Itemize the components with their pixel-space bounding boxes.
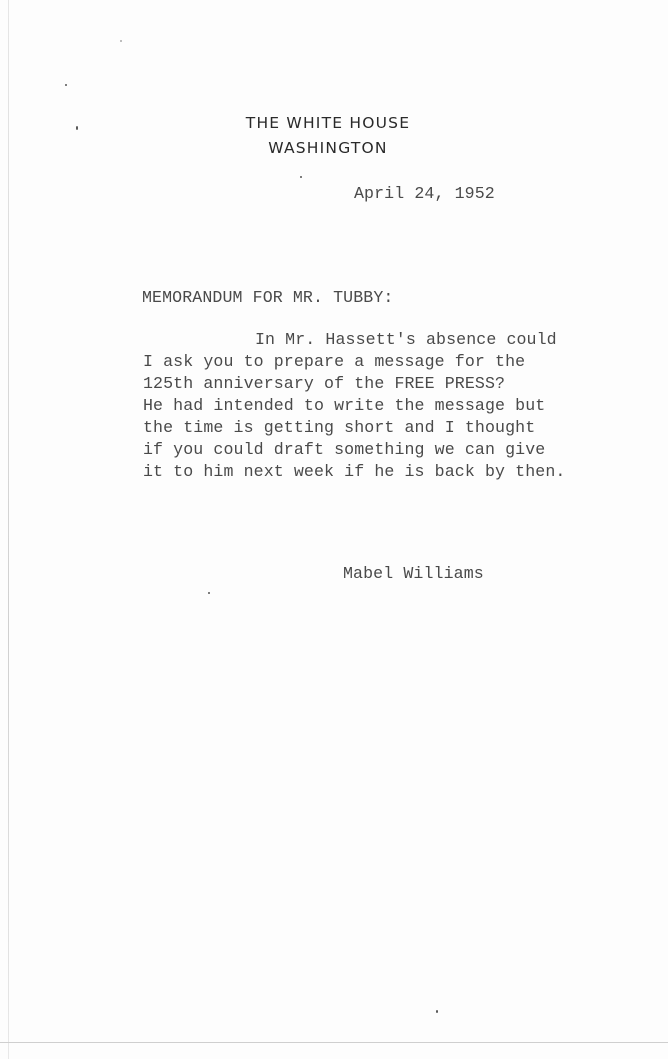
body-line: I ask you to prepare a message for the — [143, 352, 526, 371]
signature: Mabel Williams — [343, 564, 484, 583]
body-line: 125th anniversary of the FREE PRESS? — [143, 374, 506, 393]
body-line: the time is getting short and I thought — [143, 418, 536, 437]
letterhead-title: THE WHITE HOUSE — [245, 114, 411, 132]
paper-bottom-edge — [0, 1042, 668, 1043]
body-line: He had intended to write the message but — [143, 396, 546, 415]
body-line: In Mr. Hassett's absence could — [255, 330, 557, 349]
letterhead-city: WASHINGTON — [268, 139, 388, 157]
body-line: it to him next week if he is back by then. — [143, 462, 566, 481]
memo-date: April 24, 1952 — [354, 184, 495, 203]
memo-heading: MEMORANDUM FOR MR. TUBBY: — [142, 288, 394, 307]
paper-left-edge — [8, 0, 9, 1059]
body-line: if you could draft something we can give — [143, 440, 546, 459]
